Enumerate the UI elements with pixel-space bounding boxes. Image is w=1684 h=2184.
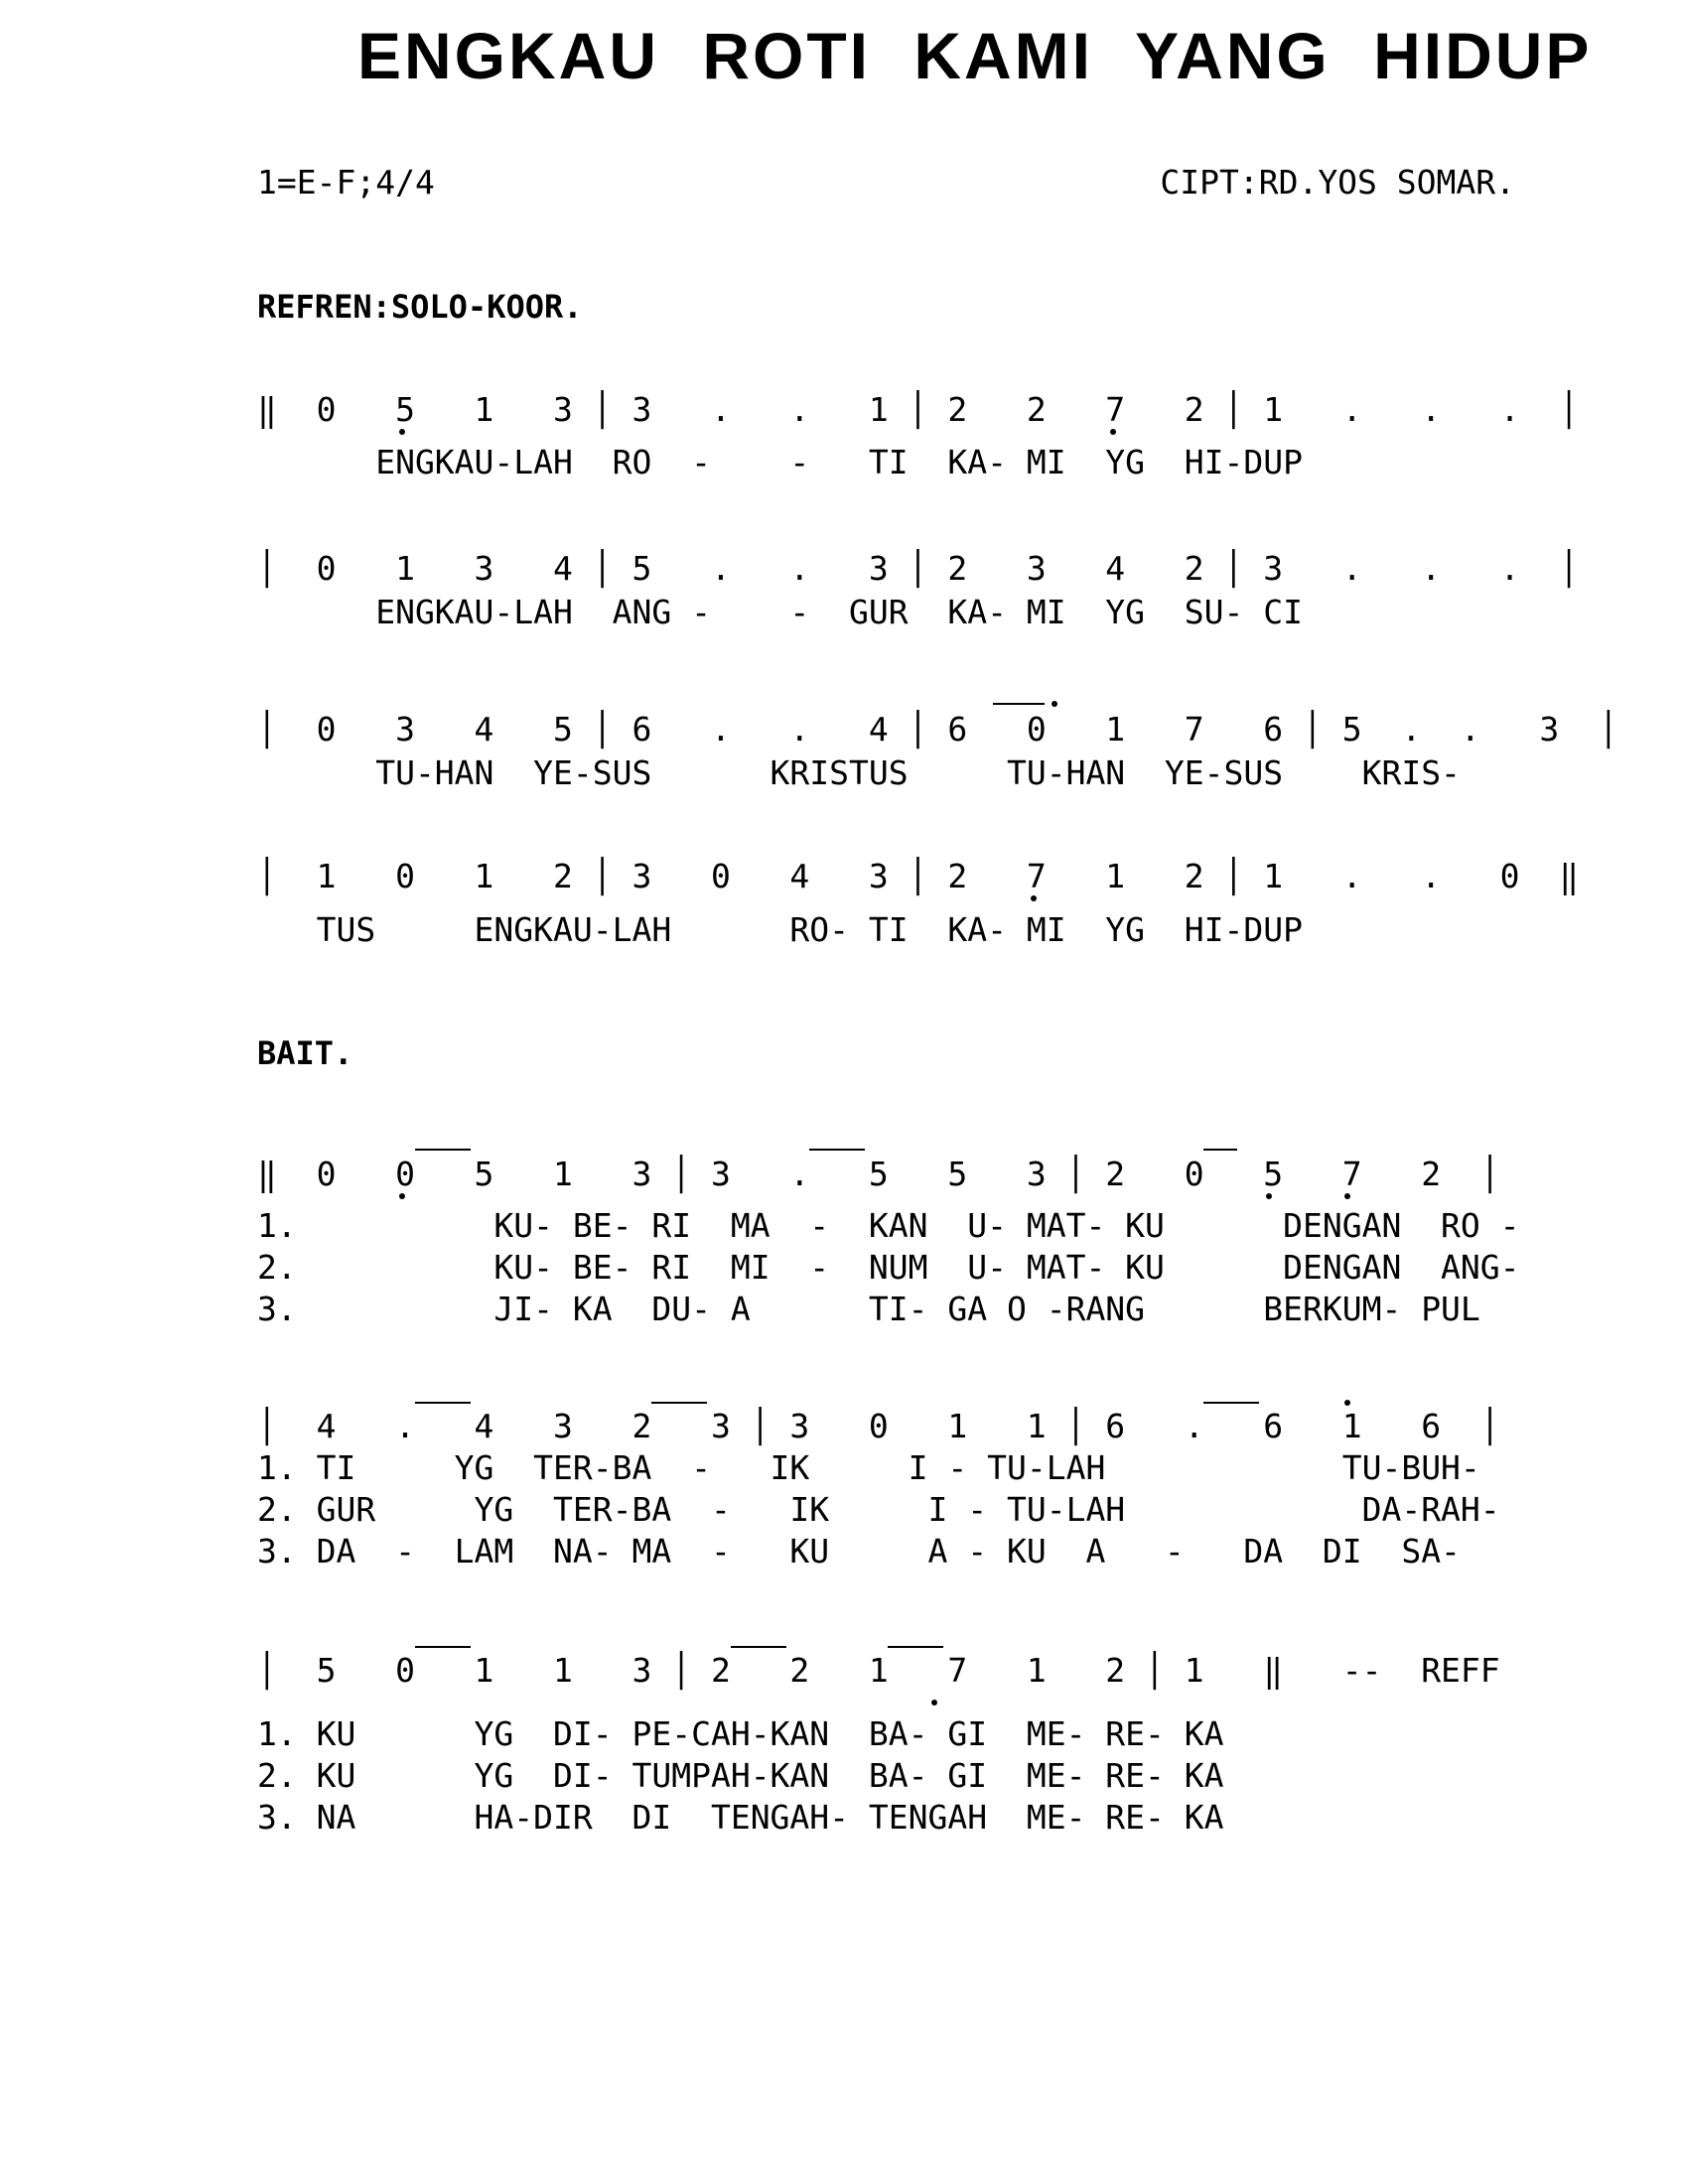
verse-lyrics-line: 2. KU YG DI- TUMPAH-KAN BA- GI ME- RE- KA (257, 1756, 1224, 1795)
upper-octave-dot (1052, 701, 1057, 707)
verse-lyrics-line: 1. KU- BE- RI MA - KAN U- MAT- KU DENGAN RO - (257, 1206, 1520, 1245)
key-signature: 1=E-F;4/4 (257, 163, 435, 202)
refrain-heading: REFREN:SOLO-KOOR. (257, 288, 583, 326)
verse-lyrics-line: 1. KU YG DI- PE-CAH-KAN BA- GI ME- RE- KA (257, 1714, 1224, 1753)
beam-overline (415, 1402, 471, 1404)
lower-octave-dot (931, 1700, 937, 1706)
verse-lyrics-line: 2. KU- BE- RI MI - NUM U- MAT- KU DENGAN ANG- (257, 1248, 1520, 1287)
lower-octave-dot (1266, 1193, 1272, 1199)
refrain-notes-line: │ 0 3 4 5 │ 6 . . 4 │ 6 0 1 7 6 │ 5 . . 3 │ (257, 710, 1618, 749)
beam-overline (415, 1149, 471, 1151)
verse-lyrics-line: 1. TI YG TER-BA - IK I - TU-LAH TU-BUH- (257, 1448, 1480, 1487)
lower-octave-dot (1344, 1193, 1350, 1199)
lower-octave-dot (1110, 429, 1116, 435)
refrain-lyrics-line: TUS ENGKAU-LAH RO- TI KA- MI YG HI-DUP (257, 910, 1303, 949)
beam-overline (809, 1149, 865, 1151)
beam-overline (1203, 1402, 1259, 1404)
beam-overline (415, 1646, 471, 1648)
upper-octave-dot (1344, 1400, 1350, 1406)
refrain-lyrics-line: ENGKAU-LAH RO - - TI KA- MI YG HI-DUP (257, 443, 1303, 481)
beam-overline (888, 1646, 943, 1648)
verse-lyrics-line: 3. NA HA-DIR DI TENGAH- TENGAH ME- RE- KA (257, 1798, 1224, 1837)
verse-notes-line: │ 4 . 4 3 2 3 │ 3 0 1 1 │ 6 . 6 1 6 │ (257, 1407, 1500, 1445)
verse-lyrics-line: 3. DA - LAM NA- MA - KU A - KU A - DA DI SA- (257, 1532, 1461, 1570)
lower-octave-dot (1031, 895, 1037, 901)
refrain-lyrics-line: TU-HAN YE-SUS KRISTUS TU-HAN YE-SUS KRIS- (257, 753, 1461, 792)
song-title: ENGKAU ROTI KAMI YANG HIDUP (357, 19, 1593, 92)
refrain-notes-line: │ 1 0 1 2 │ 3 0 4 3 │ 2 7 1 2 │ 1 . . 0 ‖ (257, 857, 1580, 895)
verse-heading: BAIT. (257, 1034, 353, 1072)
refrain-lyrics-line: ENGKAU-LAH ANG - - GUR KA- MI YG SU- CI (257, 593, 1303, 631)
beam-overline (1203, 1149, 1237, 1151)
lower-octave-dot (399, 429, 405, 435)
refrain-notes-line: ‖ 0 5 1 3 │ 3 . . 1 │ 2 2 7 2 │ 1 . . . │ (257, 390, 1580, 429)
refrain-notes-line: │ 0 1 3 4 │ 5 . . 3 │ 2 3 4 2 │ 3 . . . │ (257, 549, 1580, 588)
lower-octave-dot (399, 1193, 405, 1199)
verse-lyrics-line: 2. GUR YG TER-BA - IK I - TU-LAH DA-RAH- (257, 1490, 1500, 1529)
composer-credit: CIPT:RD.YOS SOMAR. (1160, 163, 1515, 202)
verse-lyrics-line: 3. JI- KA DU- A TI- GA O -RANG BERKUM- PUL (257, 1290, 1480, 1328)
verse-notes-line: │ 5 0 1 1 3 │ 2 2 1 7 1 2 │ 1 ‖ -- REFF (257, 1651, 1500, 1690)
beam-overline (731, 1646, 786, 1648)
verse-notes-line: ‖ 0 0 5 1 3 │ 3 . 5 5 3 │ 2 0 5 7 2 │ (257, 1155, 1500, 1193)
beam-overline (993, 703, 1045, 705)
beam-overline (651, 1402, 707, 1404)
